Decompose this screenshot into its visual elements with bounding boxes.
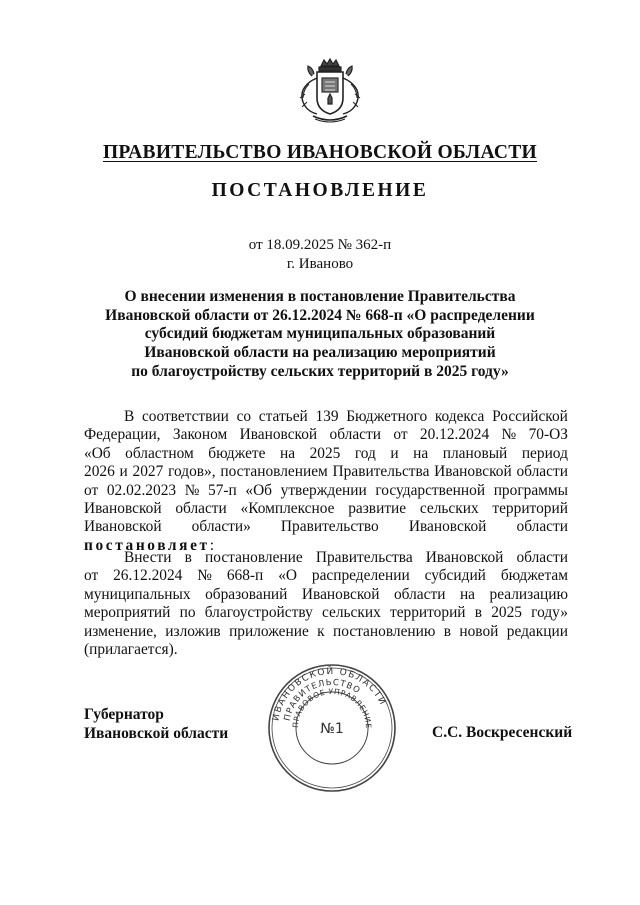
word: муниципальных: [84, 585, 191, 603]
stamp-inner-text: ПРАВОВОЕ УПРАВЛЕНИЕ: [290, 686, 374, 729]
text-line: [84, 518, 568, 536]
word: кодекса: [434, 408, 485, 425]
word: «Об: [84, 444, 111, 462]
word: области: [393, 585, 446, 603]
word: статьей: [258, 408, 308, 425]
text-line: [84, 623, 568, 641]
word: «О: [278, 567, 297, 585]
word: 2026: [84, 463, 115, 481]
word: благоустройству: [204, 604, 313, 622]
title-line: Ивановской области от 26.12.2024 № 668-п «О распределении: [105, 306, 535, 324]
word: на: [279, 444, 296, 462]
word: 2025: [491, 604, 522, 622]
word: области: [175, 500, 227, 518]
word: постановление: [205, 549, 303, 566]
word: изложив: [165, 622, 221, 640]
word: на: [459, 585, 476, 603]
word: Ивановской: [425, 549, 504, 566]
word: развитие: [348, 500, 407, 518]
word: по: [179, 604, 196, 622]
word: Ивановской: [84, 500, 162, 518]
word: области: [516, 518, 568, 536]
word: 2025: [309, 444, 341, 462]
word: сельских: [321, 604, 381, 622]
coat-of-arms-icon: [295, 58, 365, 124]
word: Бюджетного: [346, 408, 428, 425]
decree-colon: :: [209, 536, 214, 554]
text-line: [84, 549, 568, 567]
word: Правительство: [280, 518, 379, 536]
title-line: Ивановской области на реализацию мероприятий: [144, 344, 496, 362]
word: «Комплексное: [240, 500, 335, 518]
word: областном: [125, 444, 194, 462]
word: приложение: [229, 622, 309, 640]
word: период: [521, 444, 568, 462]
word: области: [516, 463, 568, 481]
stamp-number: №1: [320, 721, 344, 737]
official-stamp: [266, 662, 398, 794]
title-line: О внесении изменения в постановление Правительства: [124, 288, 516, 305]
word: редакции: [506, 622, 568, 640]
document-title: [60, 288, 580, 382]
position-line: Ивановской области: [84, 724, 229, 742]
word: Внести: [124, 549, 172, 566]
document-city: г. Иваново: [286, 256, 354, 272]
word: утверждении: [280, 481, 367, 499]
text-line: (прилагается).: [84, 641, 178, 659]
preamble-paragraph: [84, 408, 568, 555]
word: 139: [315, 408, 339, 425]
word: в: [184, 549, 192, 566]
word: реализацию: [489, 585, 568, 603]
word: №: [184, 481, 200, 499]
word: соответствии: [141, 408, 229, 425]
word: Правительства: [315, 549, 413, 566]
signatory-name: С.С. Воскресенский: [432, 724, 573, 741]
word: Ивановской: [434, 463, 512, 481]
document-date-number: от 18.09.2025 № 362-п: [248, 237, 392, 253]
word: 26.12.2024: [113, 567, 183, 585]
word: №: [197, 567, 212, 585]
text-line: [84, 482, 568, 500]
word: Российской: [492, 408, 568, 425]
word: №: [501, 426, 517, 444]
text-line: [84, 463, 568, 481]
word: Ивановской: [239, 426, 318, 444]
document-type: ПОСТАНОВЛЕНИЕ: [211, 180, 429, 201]
word: от: [393, 426, 408, 444]
word: со: [236, 408, 252, 425]
word: в: [443, 622, 452, 640]
word: Ивановской: [84, 518, 162, 536]
word: области»: [191, 518, 251, 536]
stamp-outer-text: ИВАНОВСКОЙ ОБЛАСТИ: [271, 666, 388, 722]
word: годов»,: [168, 463, 216, 481]
word: от: [84, 567, 99, 585]
word: изменение,: [84, 622, 157, 640]
word: Законом: [172, 426, 228, 444]
word: 20.12.2024: [419, 426, 490, 444]
text-line: [84, 500, 568, 518]
signatory-position: [84, 706, 228, 743]
text-line: [84, 426, 568, 444]
word: 668-п: [226, 567, 264, 585]
word: 2027: [132, 463, 164, 481]
word: бюджете: [208, 444, 266, 462]
word: постановлением: [220, 463, 328, 481]
word: сельских: [419, 500, 479, 518]
word: и: [390, 444, 399, 462]
word: области: [329, 426, 381, 444]
text-line: [84, 567, 568, 585]
text-line: [84, 604, 568, 622]
word: распределении: [311, 567, 410, 585]
word: плановый: [442, 444, 508, 462]
word: Ивановской: [408, 518, 487, 536]
word: субсидий: [424, 567, 486, 585]
title-line: по благоустройству сельских территорий в 2025 году»: [131, 362, 509, 380]
word: территорий: [389, 604, 466, 622]
word: государственной: [375, 481, 486, 499]
word: 02.02.2023: [106, 481, 177, 499]
word: 70-ОЗ: [528, 426, 568, 444]
word: на: [413, 444, 429, 462]
word: году»: [531, 604, 568, 622]
word: постановлению: [333, 622, 436, 640]
word: бюджетам: [500, 567, 568, 585]
title-line: субсидий бюджетам муниципальных образований: [144, 325, 496, 343]
word: Федерации,: [84, 426, 161, 444]
word: Правительства: [332, 463, 430, 481]
word: В: [124, 408, 135, 425]
word: и: [119, 463, 128, 481]
stamp-middle-text: ПРАВИТЕЛЬСТВО: [282, 677, 363, 723]
word: образований: [205, 585, 288, 603]
word: год: [354, 444, 376, 462]
word: области: [516, 549, 568, 566]
word: мероприятий: [84, 604, 171, 622]
word: в: [474, 604, 483, 622]
word: программы: [493, 481, 568, 499]
word: территорий: [492, 500, 568, 518]
word: «Об: [245, 481, 273, 499]
word: 57-п: [208, 481, 237, 499]
text-line: [84, 445, 568, 463]
word: к: [317, 622, 325, 640]
word: Ивановской: [301, 585, 380, 603]
text-line: [84, 408, 568, 426]
decision-paragraph: [84, 549, 568, 659]
position-line: Губернатор: [84, 706, 164, 723]
word: новой: [459, 622, 499, 640]
text-line: [84, 586, 568, 604]
government-name: ПРАВИТЕЛЬСТВО ИВАНОВСКОЙ ОБЛАСТИ: [102, 142, 538, 163]
word: от: [84, 481, 99, 499]
decree-word: постановляет: [84, 536, 210, 554]
